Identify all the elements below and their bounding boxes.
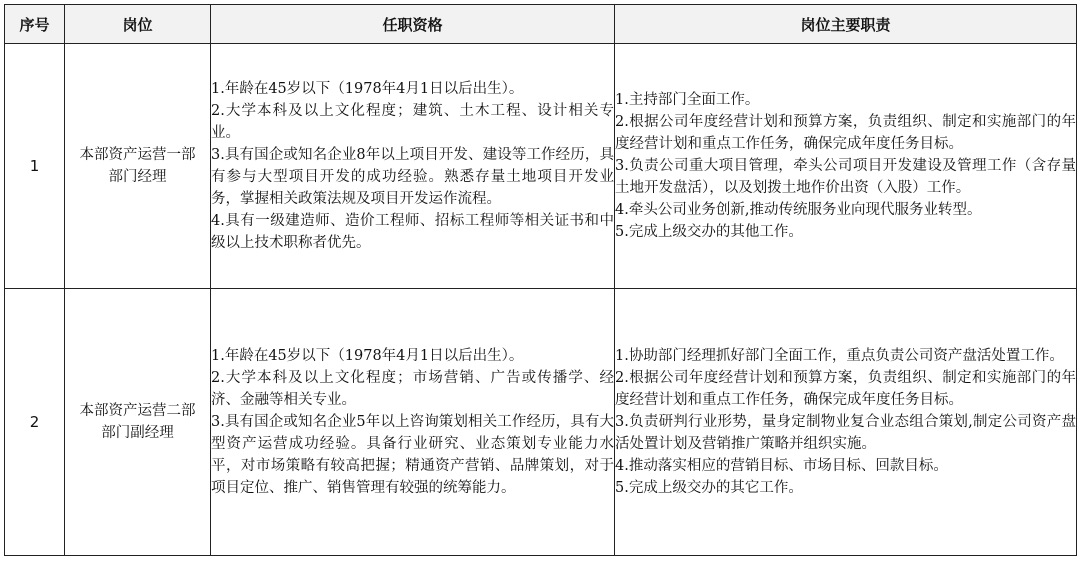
qualification-item: 2.大学本科及以上文化程度；市场营销、广告或传播学、经济、金融等相关专业。 xyxy=(211,370,614,408)
position-line: 本部资产运营一部 xyxy=(79,147,196,163)
row-duties xyxy=(615,44,1077,289)
duty-item: 4.推动落实相应的营销目标、市场目标、回款目标。 xyxy=(615,458,948,474)
table-header-row xyxy=(5,5,1077,44)
header-position: 岗位 xyxy=(65,5,211,44)
row-duties xyxy=(615,289,1077,556)
qualification-item: 1.年龄在45岁以下（1978年4月1日以后出生）。 xyxy=(211,81,524,97)
qualification-item: 1.年龄在45岁以下（1978年4月1日以后出生）。 xyxy=(211,348,524,364)
qualification-item: 2.大学本科及以上文化程度；建筑、土木工程、设计相关专业。 xyxy=(211,103,614,141)
row-seq: 2 xyxy=(5,289,65,556)
duty-item: 5.完成上级交办的其他工作。 xyxy=(615,224,803,240)
header-seq: 序号 xyxy=(5,5,65,44)
position-line: 本部资产运营二部 xyxy=(79,403,196,419)
row-seq: 1 xyxy=(5,44,65,289)
position-line: 部门经理 xyxy=(108,169,167,185)
duty-item: 4.牵头公司业务创新,推动传统服务业向现代服务业转型。 xyxy=(615,202,982,218)
duty-item: 2.根据公司年度经营计划和预算方案，负责组织、制定和实施部门的年度经营计划和重点工作任务，确保完成年度任务目标。 xyxy=(615,114,1076,152)
table-row xyxy=(5,289,1077,556)
table-row xyxy=(5,44,1077,289)
row-qualifications xyxy=(211,44,615,289)
duty-item: 1.主持部门全面工作。 xyxy=(615,92,760,108)
duty-item: 5.完成上级交办的其它工作。 xyxy=(615,480,803,496)
qualification-item: 3.具有国企或知名企业5年以上咨询策划相关工作经历，具有大型资产运营成功经验。具备行业研究、业态策划专业能力水平，对市场策略有较高把握；精通资产营销、品牌策划，对于项目定位、推广、销售管理有较强的统筹能力。 xyxy=(211,414,614,496)
header-qualifications: 任职资格 xyxy=(211,5,615,44)
header-duties: 岗位主要职责 xyxy=(615,5,1077,44)
row-qualifications xyxy=(211,289,615,556)
duty-item: 1.协助部门经理抓好部门全面工作，重点负责公司资产盘活处置工作。 xyxy=(615,348,1064,364)
position-line: 部门副经理 xyxy=(101,425,174,441)
row-position xyxy=(65,289,211,556)
duty-item: 3.负责公司重大项目管理，牵头公司项目开发建设及管理工作（含存量土地开发盘活），以及划拨土地作价出资（入股）工作。 xyxy=(615,158,1076,196)
qualification-item: 4.具有一级建造师、造价工程师、招标工程师等相关证书和中级以上技术职称者优先。 xyxy=(211,213,614,251)
row-position xyxy=(65,44,211,289)
qualification-item: 3.具有国企或知名企业8年以上项目开发、建设等工作经历，具有参与大型项目开发的成功经验。熟悉存量土地项目开发业务，掌握相关政策法规及项目开发运作流程。 xyxy=(211,147,614,207)
duty-item: 2.根据公司年度经营计划和预算方案，负责组织、制定和实施部门的年度经营计划和重点工作任务，确保完成年度任务目标。 xyxy=(615,370,1076,408)
duty-item: 3.负责研判行业形势，量身定制物业复合业态组合策划,制定公司资产盘活处置计划及营销推广策略并组织实施。 xyxy=(615,414,1076,452)
job-posting-table xyxy=(4,4,1077,556)
